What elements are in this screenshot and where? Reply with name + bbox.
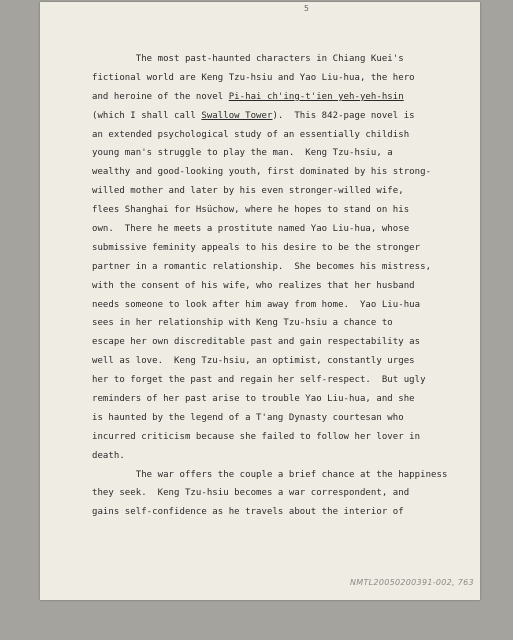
text-line	[92, 466, 482, 485]
text-segment: incurred criticism because she failed to follow her lover in	[92, 431, 421, 442]
text-line	[92, 126, 482, 145]
text-segment: reminders of her past arise to trouble Yao Liu-hua, and she	[92, 394, 415, 405]
text-line	[92, 258, 482, 277]
text-line	[92, 220, 482, 239]
text-segment: submissive feminity appeals to his desire to be the stronger	[92, 242, 421, 253]
underlined-title: Swallow Tower	[201, 110, 273, 121]
text-line	[92, 409, 482, 428]
text-line	[92, 333, 482, 352]
text-segment: they seek. Keng Tzu-hsiu becomes a war correspondent, and	[92, 488, 410, 499]
text-segment: needs someone to look after him away from home. Yao Liu-hua	[92, 299, 421, 310]
text-line	[92, 182, 482, 201]
text-line	[92, 107, 482, 126]
text-line	[92, 428, 482, 447]
text-line	[92, 88, 482, 107]
text-segment: partner in a romantic relationship. She becomes his mistress,	[92, 261, 432, 272]
text-segment: flees Shanghai for Hsüchow, where he hopes to stand on his	[92, 205, 410, 216]
text-segment: fictional world are Keng Tzu-hsiu and Yao Liu-hua, the hero	[92, 72, 415, 83]
text-segment: well as love. Keng Tzu-hsiu, an optimist, constantly urges	[92, 356, 415, 367]
text-segment: young man's struggle to play the man. Keng Tzu-hsiu, a	[92, 148, 393, 159]
text-line	[92, 277, 482, 296]
text-segment: The most past-haunted characters in Chiang Kuei's	[92, 54, 404, 64]
text-line	[92, 352, 482, 371]
manuscript-body	[92, 50, 482, 522]
text-line	[92, 484, 482, 503]
text-segment: The war offers the couple a brief chance at the happiness	[92, 469, 448, 480]
text-line	[92, 201, 482, 220]
text-segment: wealthy and good-looking youth, first dominated by his strong-	[92, 167, 432, 178]
text-segment: own. There he meets a prostitute named Yao Liu-hua, whose	[92, 224, 410, 235]
archive-catalog-number: NMTL20050200391-002, 763	[350, 578, 474, 587]
text-line	[92, 69, 482, 88]
text-segment: escape her own discreditable past and gain respectability as	[92, 337, 421, 348]
text-segment: her to forget the past and regain her self-respect. But ugly	[92, 375, 426, 386]
text-segment: sees in her relationship with Keng Tzu-hsiu a chance to	[92, 318, 393, 329]
text-segment: and heroine of the novel	[92, 91, 229, 102]
text-line	[92, 447, 482, 466]
text-segment: ). This 842-page novel is	[272, 110, 415, 121]
paragraph	[92, 466, 482, 523]
text-line	[92, 314, 482, 333]
page-number: 5	[304, 4, 309, 13]
paragraph	[92, 50, 482, 466]
text-segment: an extended psychological study of an essentially childish	[92, 129, 410, 140]
text-segment: death.	[92, 450, 125, 461]
text-line	[92, 50, 482, 69]
text-segment: willed mother and later by his even stronger-willed wife,	[92, 186, 404, 197]
text-line	[92, 371, 482, 390]
underlined-title: Pi-hai ch'ing-t'ien yeh-yeh-hsin	[228, 91, 404, 102]
text-segment: with the consent of his wife, who realizes that her husband	[92, 280, 415, 291]
text-line	[92, 239, 482, 258]
text-segment: is haunted by the legend of a T'ang Dynasty courtesan who	[92, 412, 404, 423]
text-line	[92, 296, 482, 315]
text-line	[92, 503, 482, 522]
text-segment: (which I shall call	[92, 110, 202, 121]
text-line	[92, 163, 482, 182]
text-segment: gains self-confidence as he travels about the interior of	[92, 507, 404, 518]
text-line	[92, 144, 482, 163]
text-line	[92, 390, 482, 409]
